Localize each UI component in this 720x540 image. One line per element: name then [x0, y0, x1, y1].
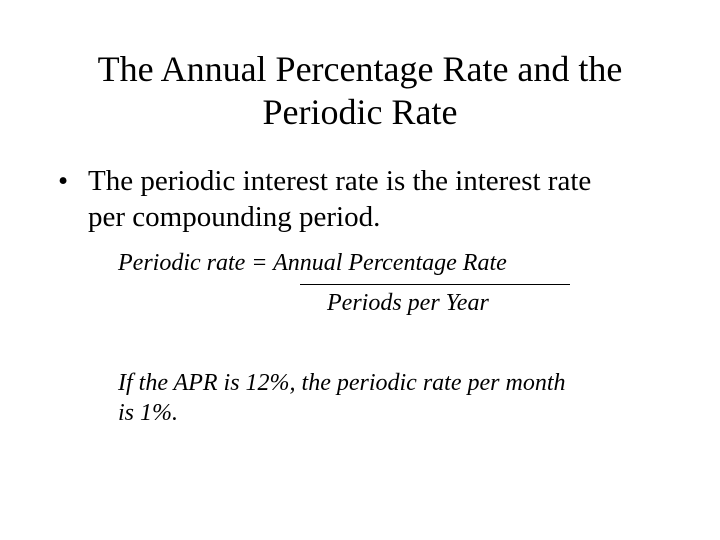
bullet-item [58, 163, 678, 235]
formula-denominator: Periods per Year [327, 290, 489, 316]
title-line-1: The Annual Percentage Rate and the [97, 49, 623, 89]
example-line-2: is 1%. [118, 400, 178, 426]
title-line-2: Periodic Rate [262, 92, 458, 132]
example-line-1: If the APR is 12%, the periodic rate per month [118, 370, 566, 396]
example-text [118, 368, 678, 428]
slide-title [0, 48, 720, 134]
bullet-text-line-1: The periodic interest rate is the interest rate [88, 165, 592, 197]
bullet-icon: • [58, 165, 69, 197]
formula-numerator: Periodic rate = Annual Percentage Rate [118, 250, 507, 276]
bullet-text-line-2: per compounding period. [88, 201, 381, 233]
fraction-bar [300, 284, 570, 285]
